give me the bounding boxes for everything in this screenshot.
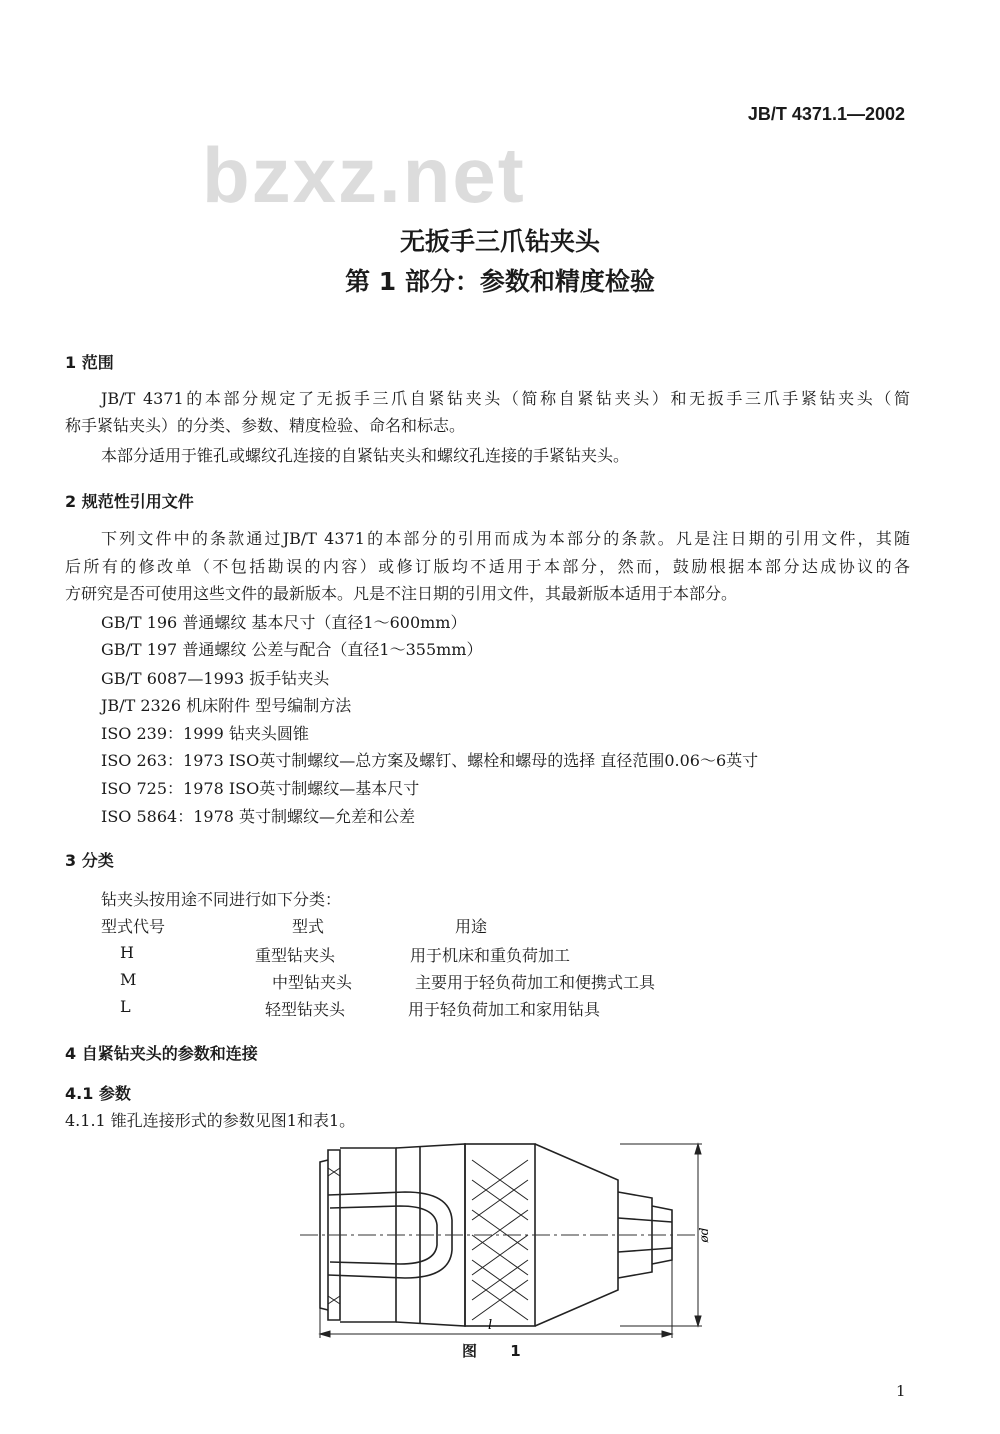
reference-item: JB/T 2326 机床附件 型号编制方法 bbox=[101, 696, 352, 715]
column-header-code: 型式代号 bbox=[101, 917, 166, 936]
classification-use: 用于轻负荷加工和家用钻具 bbox=[408, 1000, 601, 1019]
section-4-heading: 4 自紧钻夹头的参数和连接 bbox=[65, 1044, 258, 1063]
classification-use: 用于机床和重负荷加工 bbox=[410, 946, 571, 965]
standard-number: JB/T 4371.1—2002 bbox=[747, 104, 905, 124]
section-2-paragraph-line1: 下列文件中的条款通过JB/T 4371的本部分的引用而成为本部分的条款。凡是注日期的引用文件，其随 bbox=[101, 529, 910, 548]
section-2-heading: 2 规范性引用文件 bbox=[65, 492, 194, 511]
drill-chuck-figure bbox=[300, 1140, 720, 1340]
reference-item: ISO 725：1978 ISO英寸制螺纹—基本尺寸 bbox=[101, 779, 420, 798]
document-subtitle: 第 1 部分：参数和精度检验 bbox=[345, 267, 655, 296]
classification-use: 主要用于轻负荷加工和便携式工具 bbox=[415, 973, 656, 992]
column-header-use: 用途 bbox=[455, 917, 488, 936]
section-4-1-1-text: 4.1.1 锥孔连接形式的参数见图1和表1。 bbox=[65, 1111, 356, 1130]
section-4-1-heading: 4.1 参数 bbox=[65, 1084, 131, 1103]
classification-type: 轻型钻夹头 bbox=[265, 1000, 346, 1019]
classification-code: L bbox=[120, 997, 131, 1016]
column-header-type: 型式 bbox=[292, 917, 325, 936]
page-number: 1 bbox=[896, 1382, 906, 1400]
watermark: bzxz.net bbox=[202, 131, 526, 219]
section-1-paragraph-line1: JB/T 4371的本部分规定了无扳手三爪自紧钻夹头（简称自紧钻夹头）和无扳手三爪手紧钻夹头（简 bbox=[101, 389, 910, 408]
classification-code: H bbox=[120, 943, 134, 962]
classification-type: 重型钻夹头 bbox=[255, 946, 336, 965]
reference-item: GB/T 197 普通螺纹 公差与配合（直径1～355mm） bbox=[101, 640, 483, 659]
reference-item: ISO 5864：1978 英寸制螺纹—允差和公差 bbox=[101, 807, 416, 826]
section-3-heading: 3 分类 bbox=[65, 851, 114, 870]
reference-item: ISO 263：1973 ISO英寸制螺纹—总方案及螺钉、螺栓和螺母的选择 直径范围0.06～6英寸 bbox=[101, 751, 759, 770]
document-title: 无扳手三爪钻夹头 bbox=[399, 227, 600, 256]
classification-code: M bbox=[120, 970, 137, 989]
figure-caption: 图 1 bbox=[462, 1342, 535, 1360]
diameter-label: ød bbox=[697, 1227, 711, 1243]
section-1-paragraph-line2: 称手紧钻夹头）的分类、参数、精度检验、命名和标志。 bbox=[65, 416, 466, 435]
section-1-heading: 1 范围 bbox=[65, 353, 114, 372]
section-1-scope-paragraph: 本部分适用于锥孔或螺纹孔连接的自紧钻夹头和螺纹孔连接的手紧钻夹头。 bbox=[101, 446, 630, 465]
section-2-paragraph-line2: 后所有的修改单（不包括勘误的内容）或修订版均不适用于本部分，然而，鼓励根据本部分达成协议的各 bbox=[65, 557, 910, 576]
classification-type: 中型钻夹头 bbox=[272, 973, 353, 992]
classification-intro: 钻夹头按用途不同进行如下分类： bbox=[101, 890, 342, 909]
length-label: l bbox=[488, 1318, 493, 1333]
reference-item: ISO 239：1999 钻夹头圆锥 bbox=[101, 724, 309, 743]
section-2-paragraph-line3: 方研究是否可使用这些文件的最新版本。凡是不注日期的引用文件，其最新版本适用于本部分。 bbox=[65, 584, 738, 603]
reference-item: GB/T 196 普通螺纹 基本尺寸（直径1～600mm） bbox=[101, 613, 467, 632]
reference-item: GB/T 6087—1993 扳手钻夹头 bbox=[101, 669, 330, 688]
